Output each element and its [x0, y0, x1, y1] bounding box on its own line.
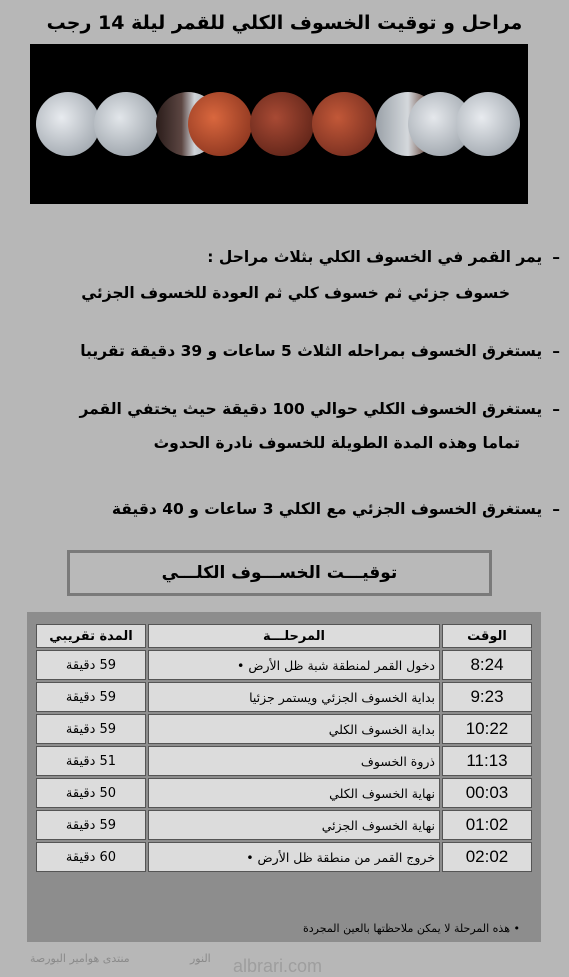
list-item: تماما وهذه المدة الطويلة للخسوف نادرة الحدوث — [153, 434, 520, 452]
moon-phase-1 — [36, 92, 100, 156]
list-item: –يستغرق الخسوف الجزئي مع الكلي 3 ساعات و 40 دقيقة — [111, 500, 560, 518]
timing-table — [34, 622, 534, 874]
forum-watermark: منتدى هوامير البورصة — [30, 952, 130, 965]
phase-cell: خروج القمر من منطقة ظل الأرض • — [148, 842, 440, 872]
timing-panel — [27, 612, 541, 942]
page-title: مراحل و توقيت الخسوف الكلي للقمر ليلة 14 رجب — [46, 12, 523, 34]
duration-cell: 59 دقيقة — [36, 714, 146, 744]
list-item: –يستغرق الخسوف الكلي حوالي 100 دقيقة حيث يختفي القمر — [79, 400, 560, 418]
moon-phase-2 — [94, 92, 158, 156]
phase-cell: دخول القمر لمنطقة شبة ظل الأرض • — [148, 650, 440, 680]
table-row — [36, 650, 532, 680]
time-cell: 9:23 — [442, 682, 532, 712]
time-cell: 11:13 — [442, 746, 532, 776]
duration-cell: 50 دقيقة — [36, 778, 146, 808]
list-item: –يمر القمر في الخسوف الكلي بثلاث مراحل : — [207, 248, 560, 266]
time-cell: 02:02 — [442, 842, 532, 872]
duration-cell: 59 دقيقة — [36, 682, 146, 712]
phase-cell: بداية الخسوف الجزئي ويستمر جزئيا — [148, 682, 440, 712]
eclipse-phases-image — [30, 44, 528, 204]
phase-cell: بداية الخسوف الكلي — [148, 714, 440, 744]
time-cell: 8:24 — [442, 650, 532, 680]
phase-cell: نهاية الخسوف الجزئي — [148, 810, 440, 840]
moon-phase-5 — [250, 92, 314, 156]
header-duration: المدة تقريبي — [36, 624, 146, 648]
duration-cell: 51 دقيقة — [36, 746, 146, 776]
timing-heading: توقيـــت الخســـوف الكلـــي — [67, 550, 492, 596]
table-row — [36, 842, 532, 872]
time-cell: 10:22 — [442, 714, 532, 744]
duration-cell: 59 دقيقة — [36, 650, 146, 680]
header-time: الوقت — [442, 624, 532, 648]
header-phase: المرحلـــة — [148, 624, 440, 648]
table-row — [36, 810, 532, 840]
time-cell: 00:03 — [442, 778, 532, 808]
phase-cell: ذروة الخسوف — [148, 746, 440, 776]
footnote: • هذه المرحلة لا يمكن ملاحظتها بالعين المجردة — [302, 922, 520, 935]
site-watermark: albrari.com — [233, 956, 323, 976]
moon-phase-6 — [312, 92, 376, 156]
moon-phase-4 — [188, 92, 252, 156]
table-header-row — [36, 624, 532, 648]
duration-cell: 60 دقيقة — [36, 842, 146, 872]
nour-watermark: النور — [190, 952, 211, 965]
list-item: خسوف جزئي ثم خسوف كلي ثم العودة للخسوف الجزئي — [81, 284, 510, 302]
time-cell: 01:02 — [442, 810, 532, 840]
table-row — [36, 714, 532, 744]
phase-cell: نهاية الخسوف الكلي — [148, 778, 440, 808]
moon-phase-9 — [456, 92, 520, 156]
table-row — [36, 682, 532, 712]
list-item: –يستغرق الخسوف بمراحله الثلاث 5 ساعات و 39 دقيقة تقريبا — [80, 342, 560, 360]
table-row — [36, 778, 532, 808]
table-row — [36, 746, 532, 776]
duration-cell: 59 دقيقة — [36, 810, 146, 840]
